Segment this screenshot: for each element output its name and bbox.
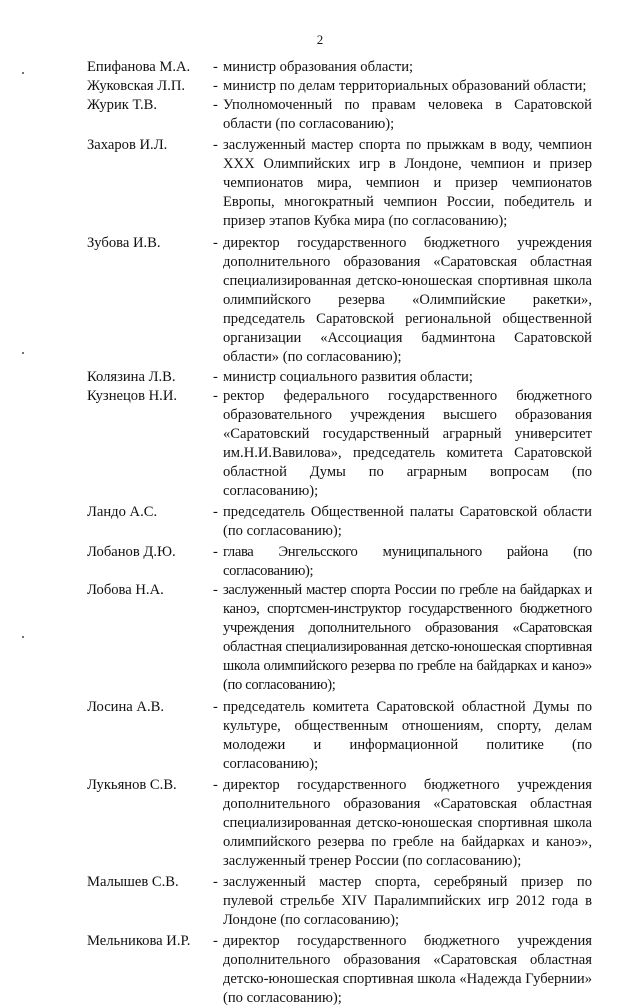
member-row — [87, 543, 592, 581]
member-description: заслуженный мастер спорта России по гребле на байдарках и каноэ, спортсмен-инструктор государственного бюджетного учреждения дополнительного образования «Саратовская областная специализированная детско-юношеская спортивная школа олимпийского резерва по гребле на байдарках и каноэ» (по согласованию); — [223, 582, 592, 693]
member-description: министр образования области; — [223, 59, 414, 75]
member-dash: - — [213, 59, 218, 75]
member-name: Лобанов Д.Ю. — [87, 544, 176, 560]
member-row — [87, 581, 592, 695]
member-name: Зубова И.В. — [87, 235, 161, 251]
member-description: Уполномоченный по правам человека в Саратовской области (по согласованию); — [223, 97, 592, 132]
member-name: Лобова Н.А. — [87, 582, 164, 598]
member-row — [87, 503, 592, 541]
member-description: министр социального развития области; — [223, 369, 473, 385]
member-dash: - — [213, 504, 218, 520]
member-dash: - — [213, 235, 218, 251]
member-row — [87, 96, 592, 134]
member-dash: - — [213, 97, 218, 113]
member-description: председатель комитета Саратовской областной Думы по культуре, общественным отношениям, спорту, делам молодежи и информационной политике (по согласованию); — [223, 699, 592, 772]
member-row — [87, 58, 592, 77]
member-row — [87, 932, 592, 1008]
member-dash: - — [213, 388, 218, 404]
member-row — [87, 873, 592, 930]
member-dash: - — [213, 544, 218, 560]
member-dash: - — [213, 699, 218, 715]
member-name: Лосина А.В. — [87, 699, 164, 715]
member-row — [87, 368, 592, 387]
member-row — [87, 387, 592, 501]
member-description: глава Энгельсского муниципального района (по согласованию); — [223, 544, 592, 579]
member-row — [87, 234, 592, 367]
member-name: Кузнецов Н.И. — [87, 388, 178, 404]
member-dash: - — [213, 777, 218, 793]
member-dash: - — [213, 78, 218, 94]
member-name: Жуковская Л.П. — [87, 78, 186, 94]
member-list — [87, 58, 592, 1008]
member-name: Захаров И.Л. — [87, 137, 168, 153]
member-row — [87, 776, 592, 871]
member-row — [87, 77, 592, 96]
member-description: ректор федерального государственного бюджетного образовательного учреждения высшего образования «Саратовский государственный аграрный университет им.Н.И.Вавилова», председатель комитета Саратовской областной Думы по аграрным вопросам (по согласованию); — [223, 388, 592, 499]
member-description: министр по делам территориальных образований области; — [223, 78, 587, 94]
member-description: директор государственного бюджетного учреждения дополнительного образования «Саратовская областная специализированная детско-юношеская спортивная школа олимпийского резерва по гребле на байдарках и каноэ», заслуженный тренер России (по согласованию); — [223, 777, 592, 869]
member-name: Колязина Л.В. — [87, 369, 176, 385]
member-row — [87, 136, 592, 231]
member-dash: - — [213, 369, 218, 385]
member-dash: - — [213, 582, 218, 598]
member-dash: - — [213, 137, 218, 153]
member-name: Епифанова М.А. — [87, 59, 191, 75]
member-description: заслуженный мастер спорта по прыжкам в воду, чемпион XXX Олимпийских игр в Лондоне, чемпион и призер чемпионатов мира, чемпион и призер чемпионатов Европы, многократный чемпион России, победитель и призер этапов Кубка мира (по согласованию); — [223, 137, 592, 229]
member-name: Мельникова И.Р. — [87, 933, 191, 949]
member-name: Журик Т.В. — [87, 97, 157, 113]
member-description: председатель Общественной палаты Саратовской области (по согласованию); — [223, 504, 592, 539]
scan-mark — [22, 352, 24, 354]
scan-mark — [22, 72, 24, 74]
member-description: заслуженный мастер спорта, серебряный призер по пулевой стрельбе XIV Паралимпийских игр 2012 года в Лондоне (по согласованию); — [223, 874, 592, 928]
member-dash: - — [213, 874, 218, 890]
member-name: Лукьянов С.В. — [87, 777, 177, 793]
member-description: директор государственного бюджетного учреждения дополнительного образования «Саратовская областная специализированная детско-юношеская спортивная школа олимпийского резерва «Олимпийские ракетки», председатель Саратовской региональной общественной организации «Ассоциация бадминтона Саратовской области» (по согласованию); — [223, 235, 592, 365]
member-row — [87, 698, 592, 774]
member-dash: - — [213, 933, 218, 949]
scan-mark — [22, 636, 24, 638]
member-name: Ландо А.С. — [87, 504, 158, 520]
member-name: Малышев С.В. — [87, 874, 179, 890]
page-number: 2 — [316, 32, 324, 47]
member-description: директор государственного бюджетного учреждения дополнительного образования «Саратовская областная детско-юношеская спортивная школа «Надежда Губернии» (по согласованию); — [223, 933, 592, 1006]
